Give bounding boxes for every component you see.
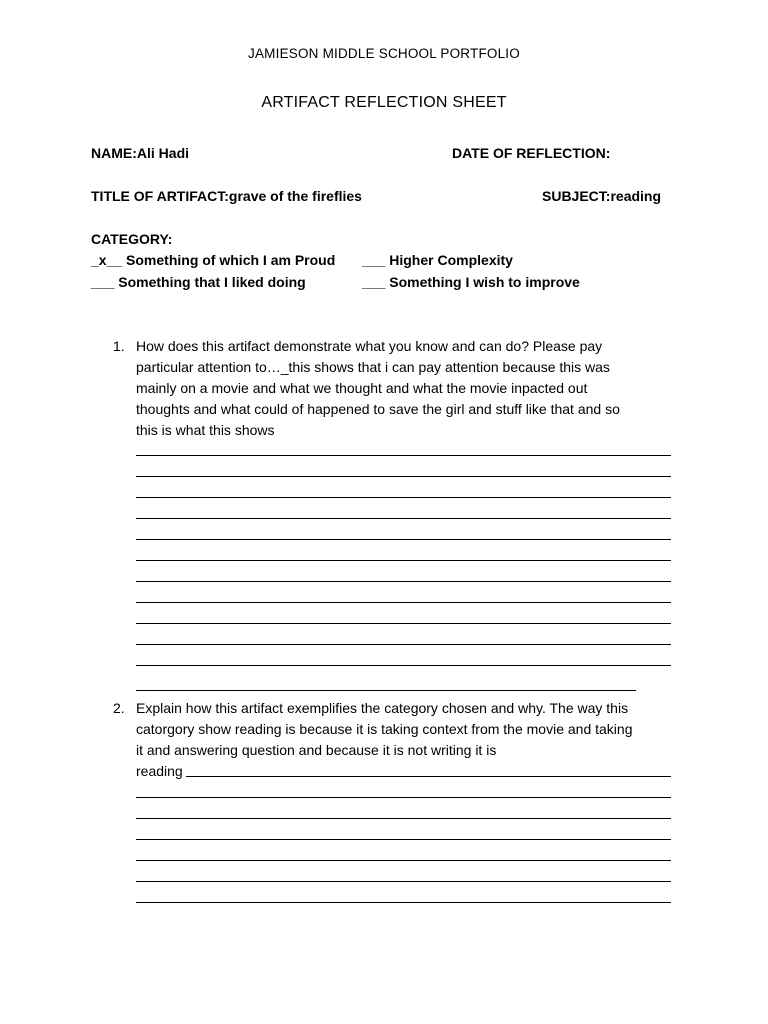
question-1-line: thoughts and what could of happened to save the girl and stuff like that and so (136, 401, 620, 417)
question-1-line: this is what this shows (136, 422, 275, 438)
question-2-line: it and answering question and because it is not writing it is (136, 742, 497, 758)
question-2-line: reading (136, 763, 183, 779)
category-option-proud: _x__ Something of which I am Proud (91, 252, 336, 268)
artifact-title-value: grave of the fireflies (228, 188, 362, 204)
subject-field (542, 188, 661, 204)
sheet-title: ARTIFACT REFLECTION SHEET (261, 94, 507, 111)
subject-value: reading (610, 188, 662, 204)
subject-label: SUBJECT: (542, 188, 611, 204)
artifact-title-field (91, 188, 362, 204)
answer-line (136, 581, 671, 582)
answer-line (136, 860, 671, 861)
name-field (91, 145, 189, 161)
answer-line (136, 839, 671, 840)
answer-line (136, 518, 671, 519)
answer-line (136, 665, 671, 666)
question-2-line: Explain how this artifact exemplifies the category chosen and why. The way this (136, 700, 629, 716)
question-1-text (136, 336, 676, 441)
question-1-line: mainly on a movie and what we thought and what the movie inpacted out (136, 380, 588, 396)
answer-line (136, 797, 671, 798)
category-option-complexity: ___ Higher Complexity (362, 252, 513, 268)
date-label: DATE OF REFLECTION: (452, 145, 611, 161)
question-2-number: 2. (113, 700, 125, 716)
answer-line (136, 497, 671, 498)
answer-line (136, 818, 671, 819)
answer-line (136, 690, 636, 691)
question-1-line: How does this artifact demonstrate what you know and can do? Please pay (136, 338, 603, 354)
question-1-line: particular attention to…_this shows that i can pay attention because this was (136, 359, 610, 375)
answer-line (136, 476, 671, 477)
date-field (452, 145, 610, 161)
artifact-title-label: TITLE OF ARTIFACT: (91, 188, 229, 204)
answer-line (136, 644, 671, 645)
question-1-number: 1. (113, 338, 125, 354)
answer-line (136, 560, 671, 561)
answer-line (136, 881, 671, 882)
school-header: JAMIESON MIDDLE SCHOOL PORTFOLIO (248, 46, 520, 61)
category-option-liked: ___ Something that I liked doing (91, 274, 306, 290)
answer-line (136, 539, 671, 540)
answer-line (186, 776, 671, 777)
answer-line (136, 902, 671, 903)
category-option-improve: ___ Something I wish to improve (362, 274, 580, 290)
question-2-text (136, 698, 676, 782)
category-label: CATEGORY: (91, 231, 173, 247)
answer-line (136, 455, 671, 456)
answer-line (136, 623, 671, 624)
question-2-line: catorgory show reading is because it is taking context from the movie and taking (136, 721, 633, 737)
name-label: NAME: (91, 145, 137, 161)
answer-line (136, 602, 671, 603)
name-value: Ali Hadi (136, 145, 190, 161)
